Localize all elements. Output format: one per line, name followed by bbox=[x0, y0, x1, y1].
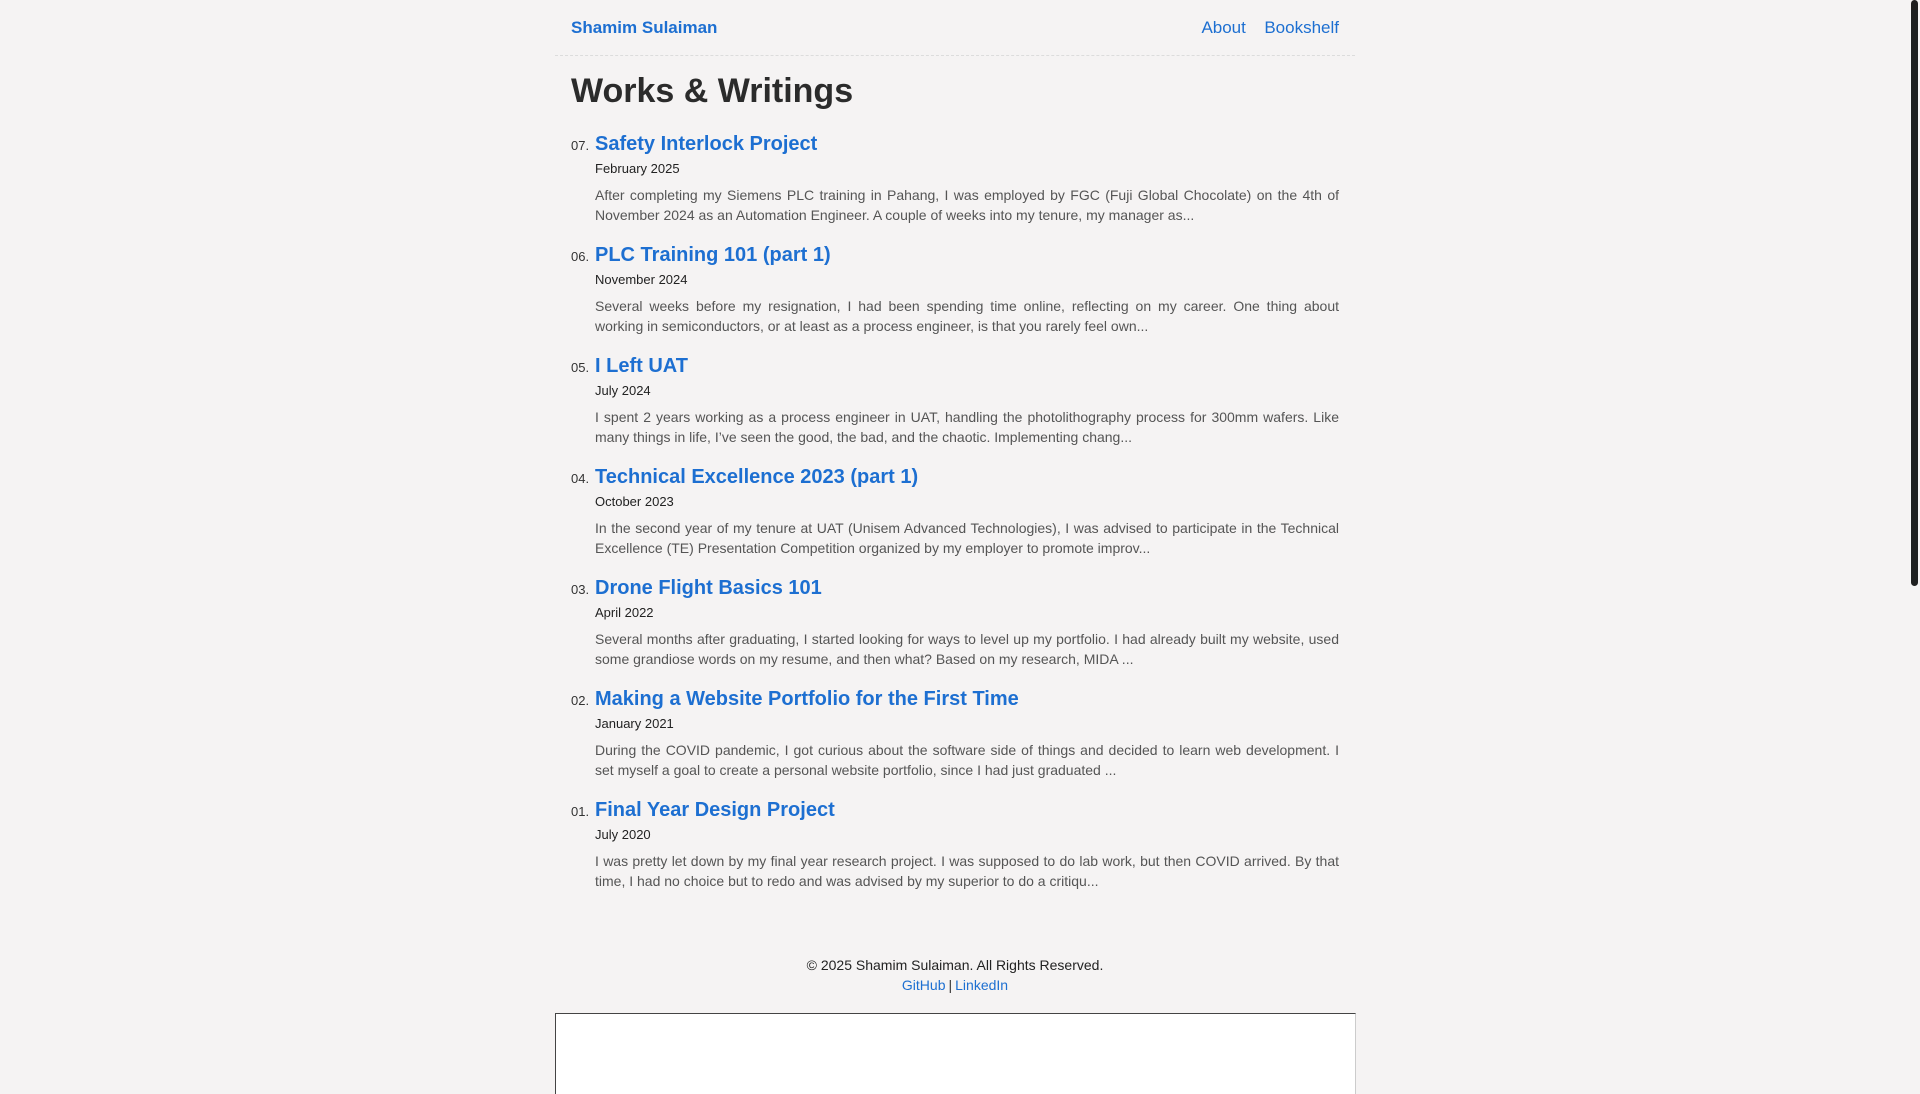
list-item bbox=[571, 244, 1339, 336]
entry-excerpt: I was pretty let down by my final year research project. I was supposed to do lab work, but then COVID arrived. By that time, I had no choice but to redo and was advised by my superior to do a critiqu... bbox=[595, 853, 1339, 889]
list-item bbox=[571, 688, 1339, 780]
list-item bbox=[571, 466, 1339, 558]
site-header bbox=[555, 0, 1355, 56]
entry-date: July 2020 bbox=[595, 827, 651, 842]
page-title: Works & Writings bbox=[571, 72, 854, 110]
scrollbar[interactable] bbox=[1908, 0, 1920, 1080]
entry-excerpt: In the second year of my tenure at UAT (Unisem Advanced Technologies), I was advised to participate in the Technical Excellence (TE) Presentation Competition organized by my employer to promote improv... bbox=[595, 520, 1339, 556]
nav-bookshelf-link[interactable]: Bookshelf bbox=[1264, 17, 1339, 37]
entry-number: 05. bbox=[571, 360, 590, 375]
brand-link[interactable]: Shamim Sulaiman bbox=[571, 17, 718, 37]
main-content bbox=[555, 72, 1355, 891]
entry-date: January 2021 bbox=[595, 716, 674, 731]
main-nav bbox=[1187, 18, 1339, 38]
entry-excerpt: Several weeks before my resignation, I had been spending time online, reflecting on my career. One thing about working in semiconductors, or at least as a process engineer, is that you rarely feel own... bbox=[595, 298, 1339, 334]
entry-date: November 2024 bbox=[595, 272, 688, 287]
entry-date: April 2022 bbox=[595, 605, 654, 620]
entry-excerpt: Several months after graduating, I started looking for ways to level up my portfolio. I had already built my website, used some grandiose words on my resume, and then what? Based on my research, MIDA ... bbox=[595, 631, 1339, 667]
entry-title-link[interactable]: Making a Website Portfolio for the First Time bbox=[595, 688, 1019, 710]
entry-excerpt: I spent 2 years working as a process engineer in UAT, handling the photolithography process for 300mm wafers. Like many things in life, I’ve seen the good, the bad, and the chaotic. Implementing chang... bbox=[595, 409, 1339, 445]
entry-title-link[interactable]: Drone Flight Basics 101 bbox=[595, 577, 822, 599]
entry-date: July 2024 bbox=[595, 383, 651, 398]
footer-separator: | bbox=[948, 977, 953, 993]
entry-title-link[interactable]: Final Year Design Project bbox=[595, 799, 835, 821]
nav-about-link[interactable]: About bbox=[1201, 17, 1246, 37]
list-item bbox=[571, 799, 1339, 891]
entry-number: 03. bbox=[571, 582, 590, 597]
entry-number: 01. bbox=[571, 804, 590, 819]
entry-excerpt: After completing my Siemens PLC training in Pahang, I was employed by FGC (Fuji Global Chocolate) on the 4th of November 2024 as an Automation Engineer. A couple of weeks into my tenure, my manager as... bbox=[595, 187, 1339, 223]
entry-date: February 2025 bbox=[595, 161, 680, 176]
entry-title-link[interactable]: PLC Training 101 (part 1) bbox=[595, 244, 831, 266]
entry-title-link[interactable]: Technical Excellence 2023 (part 1) bbox=[595, 466, 919, 488]
entry-date: October 2023 bbox=[595, 494, 674, 509]
entry-number: 06. bbox=[571, 249, 590, 264]
list-item bbox=[571, 133, 1339, 225]
list-item bbox=[571, 577, 1339, 669]
list-item bbox=[571, 355, 1339, 447]
entry-title-link[interactable]: I Left UAT bbox=[595, 355, 688, 377]
entry-excerpt: During the COVID pandemic, I got curious about the software side of things and decided to learn web development. I set myself a goal to create a personal website portfolio, since I had just graduated ... bbox=[595, 742, 1339, 778]
site-footer bbox=[555, 957, 1355, 993]
embedded-frame bbox=[555, 1013, 1356, 1094]
entry-number: 02. bbox=[571, 693, 590, 708]
linkedin-link[interactable]: LinkedIn bbox=[955, 977, 1009, 993]
entry-title-link[interactable]: Safety Interlock Project bbox=[595, 133, 818, 155]
scrollbar-thumb[interactable] bbox=[1911, 0, 1918, 586]
entry-number: 04. bbox=[571, 471, 590, 486]
page-container bbox=[555, 0, 1355, 910]
footer-links bbox=[555, 977, 1355, 993]
entry-number: 07. bbox=[571, 138, 590, 153]
github-link[interactable]: GitHub bbox=[901, 977, 946, 993]
copyright-text: © 2025 Shamim Sulaiman. All Rights Reserved. bbox=[806, 957, 1104, 973]
